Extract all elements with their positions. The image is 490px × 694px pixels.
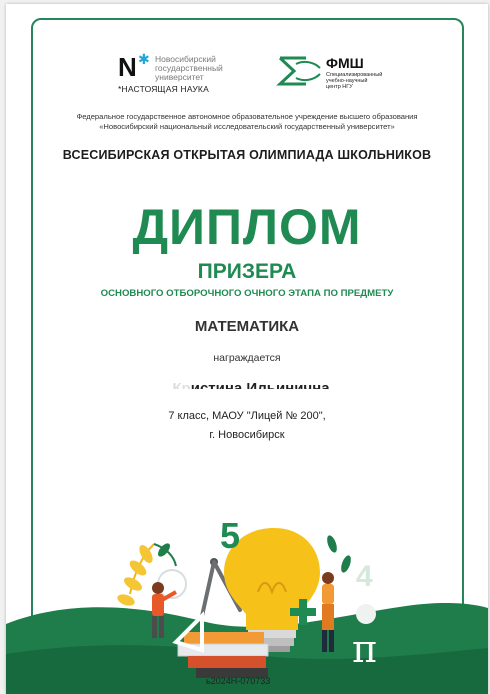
recipient-name-block bbox=[101, 376, 401, 398]
math-illustration bbox=[6, 504, 488, 694]
pi-symbol: π bbox=[352, 627, 377, 671]
nsu-logo bbox=[118, 52, 248, 96]
diploma-stage: ОСНОВНОГО ОТБОРОЧНОГО ОЧНОГО ЭТАПА ПО ПРЕДМЕТУ bbox=[100, 288, 394, 299]
decor-circle bbox=[356, 604, 376, 624]
fmsh-logo bbox=[276, 54, 396, 94]
digit-five: 5 bbox=[220, 515, 241, 556]
fmsh-title: ФМШ bbox=[326, 55, 364, 71]
school-line-2: г. Новосибирск bbox=[209, 429, 285, 441]
diploma-sheet bbox=[6, 4, 488, 694]
awarded-label: награждается bbox=[213, 352, 281, 364]
institution-line-2: «Новосибирский национальный исследовательский государственный университет» bbox=[99, 122, 395, 131]
serial-number: ь2024Н-070733 bbox=[206, 676, 271, 686]
digit-four: 4 bbox=[356, 560, 373, 593]
nsu-letter: N bbox=[118, 52, 137, 82]
institution-line-1: Федеральное государственное автономное образовательное учреждение высшего образования bbox=[76, 112, 418, 121]
nsu-name: Новосибирский государственный университет bbox=[155, 54, 223, 82]
diploma-degree: ПРИЗЕРА bbox=[197, 260, 297, 283]
fmsh-subtitle: Специализированный учебно-научный центр НГУ bbox=[326, 72, 383, 90]
sigma-icon bbox=[276, 54, 322, 88]
school-line-1: 7 класс, МАОУ "Лицей № 200", bbox=[168, 410, 326, 422]
redaction-mask bbox=[101, 389, 401, 398]
star-icon: ✱ bbox=[138, 51, 150, 67]
diploma-subject: МАТЕМАТИКА bbox=[194, 318, 300, 335]
olympiad-title: ВСЕСИБИРСКАЯ ОТКРЫТАЯ ОЛИМПИАДА ШКОЛЬНИКОВ bbox=[62, 148, 432, 162]
diploma-title: ДИПЛОМ bbox=[132, 199, 362, 255]
nsu-motto: *НАСТОЯЩАЯ НАУКА bbox=[118, 84, 209, 94]
